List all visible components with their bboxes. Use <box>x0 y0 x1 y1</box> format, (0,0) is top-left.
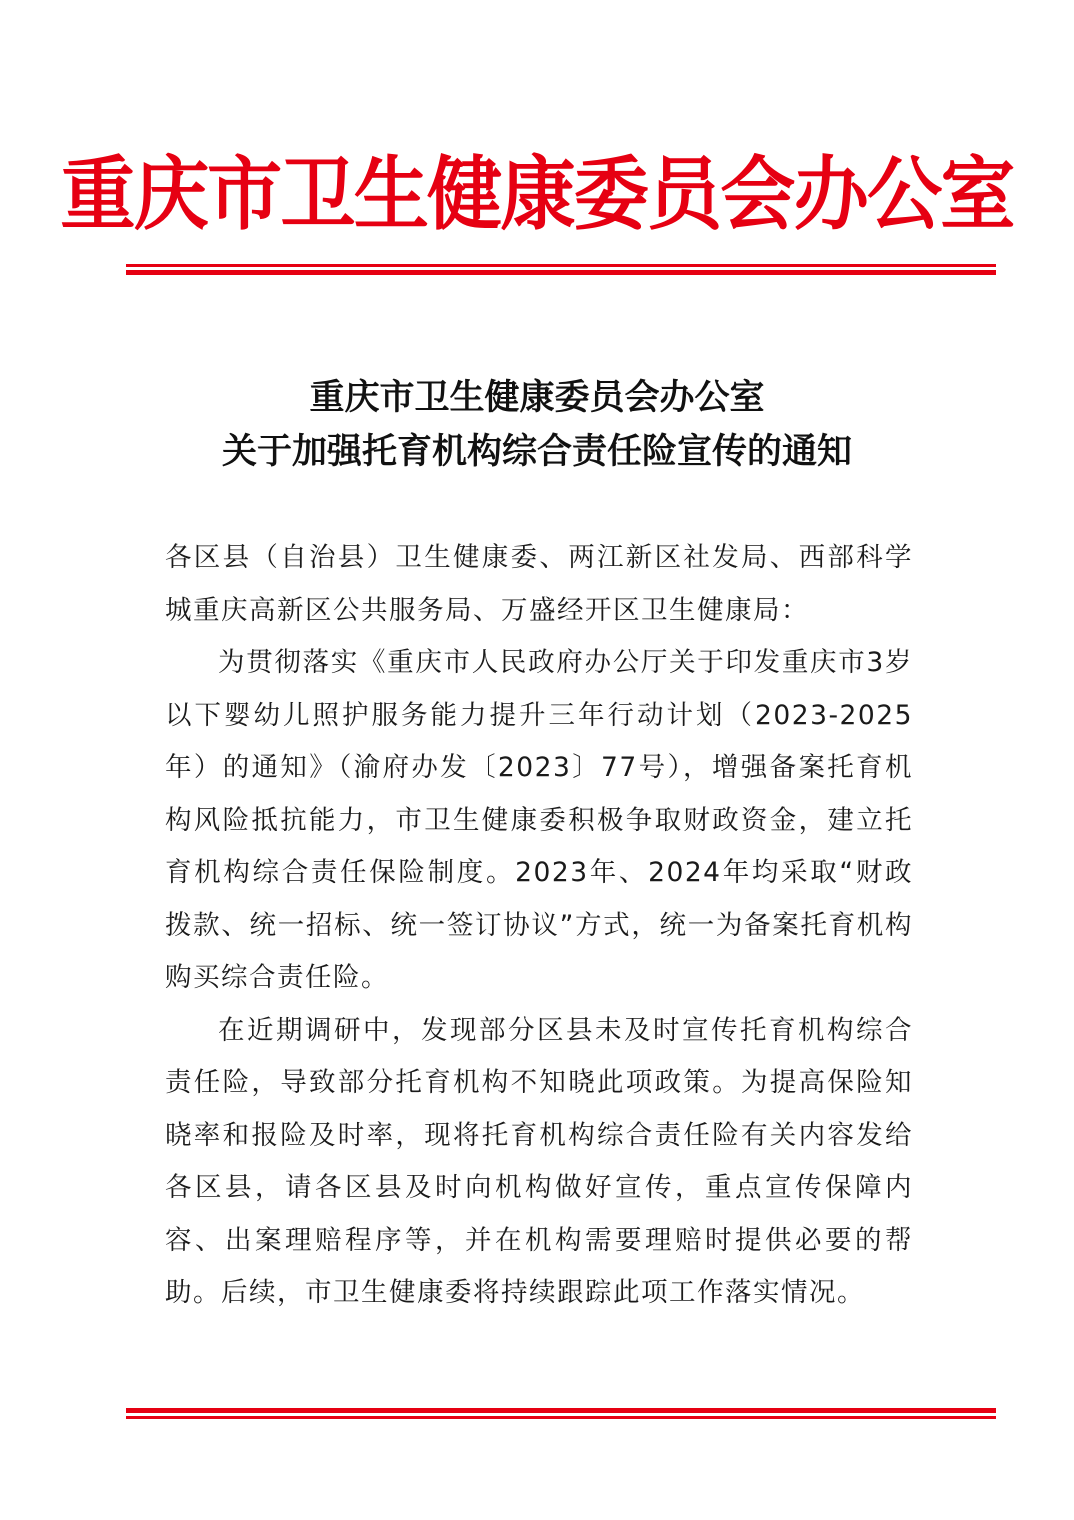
letterhead-rule-thick <box>126 270 996 275</box>
addressee: 各区县（自治县）卫生健康委、两江新区社发局、西部科学城重庆高新区公共服务局、万盛经开区卫生健康局： <box>165 542 913 626</box>
paragraph-1: 为贯彻落实《重庆市人民政府办公厅关于印发重庆市3岁以下婴幼儿照护服务能力提升三年行动计划（2023-2025年）的通知》（渝府办发〔2023〕77号），增强备案托育机构风险抵抗能力，市卫生健康委积极争取财政资金，建立托育机构综合责任保险制度。2023年、2024年均采取“财政拨款、统一招标、统一签订协议”方式，统一为备案托育机构购买综合责任险。 <box>165 647 913 993</box>
notice-title-line2: 关于加强托育机构综合责任险宣传的通知 <box>221 431 852 472</box>
letterhead-title: 重庆市卫生健康委员会办公室 <box>60 148 1014 241</box>
notice-body <box>165 532 913 1320</box>
letterhead-rule-thin <box>126 264 996 267</box>
notice-title-line1: 重庆市卫生健康委员会办公室 <box>309 377 765 418</box>
footer-rule-thick <box>126 1408 996 1413</box>
footer-rule-thin <box>126 1416 996 1419</box>
paragraph-2: 在近期调研中，发现部分区县未及时宣传托育机构综合责任险，导致部分托育机构不知晓此项政策。为提高保险知晓率和报险及时率，现将托育机构综合责任险有关内容发给各区县，请各区县及时向机构做好宣传，重点宣传保障内容、出案理赔程序等，并在机构需要理赔时提供必要的帮助。后续，市卫生健康委将持续跟踪此项工作落实情况。 <box>165 1014 913 1308</box>
